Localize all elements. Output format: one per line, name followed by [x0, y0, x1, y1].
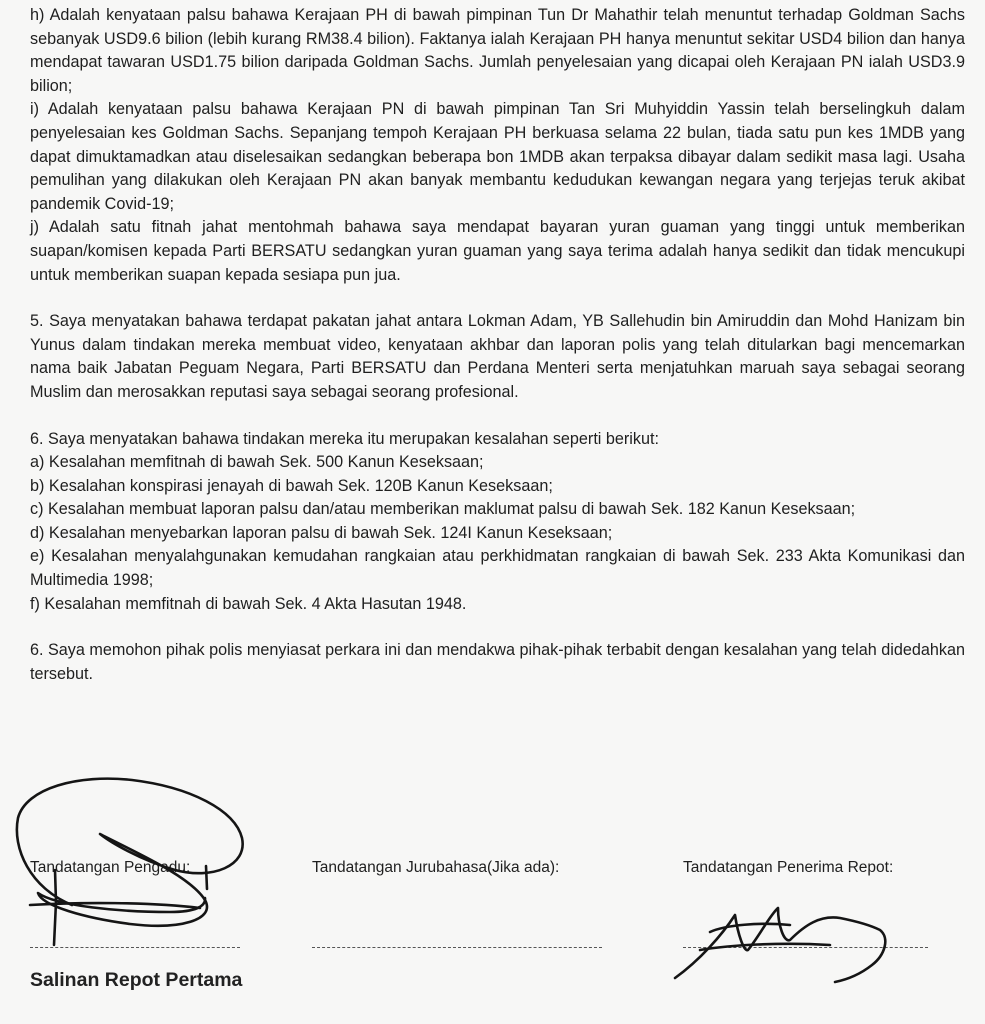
paragraph-6-intro: 6. Saya menyatakan bahawa tindakan mereka itu merupakan kesalahan seperti berikut:: [30, 429, 659, 448]
complainant-signature-stroke: [54, 870, 56, 945]
paragraph-5: 5. Saya menyatakan bahawa terdapat pakatan jahat antara Lokman Adam, YB Sallehudin bin Amiruddin dan Mohd Hanizam bin Yunus dalam tindakan mereka membuat video, kenyataan akhbar dan laporan polis yang telah ditularkan bagi mencemarkan nama baik Jabatan Peguam Negara, Parti BERSATU dan Perdana Menteri serta menjatuhkan maruah saya sebagai seorang Muslim dan merosakkan reputasi saya sebagai seorang profesional.: [30, 312, 965, 401]
complainant-signature-stroke: [30, 903, 200, 908]
offence-b: b) Kesalahan konspirasi jenayah di bawah Sek. 120B Kanun Keseksaan;: [30, 476, 553, 495]
offence-f: f) Kesalahan memfitnah di bawah Sek. 4 Akta Hasutan 1948.: [30, 594, 467, 613]
paragraph-h: h) Adalah kenyataan palsu bahawa Kerajaan PH di bawah pimpinan Tun Dr Mahathir telah menuntut terhadap Goldman Sachs sebanyak USD9.6 bilion (lebih kurang RM38.4 bilion). Faktanya ialah Kerajaan PH hanya menuntut sekitar USD4 bilion dan hanya mendapat tawaran USD1.75 bilion daripada Goldman Sachs. Jumlah penyelesaian yang dicapai oleh Kerajaan PN ialah USD3.9 bilion;: [30, 6, 965, 95]
paragraph-gap: [30, 616, 965, 639]
complainant-signature-line: [30, 947, 240, 948]
offence-a: a) Kesalahan memfitnah di bawah Sek. 500 Kanun Keseksaan;: [30, 453, 484, 472]
report-body: [30, 4, 965, 686]
interpreter-signature-line: [312, 947, 602, 948]
complainant-signature-label: Tandatangan Pengadu:: [30, 859, 191, 876]
paragraph-gap: [30, 287, 965, 310]
paragraph-gap: [30, 405, 965, 428]
complainant-signature-stroke: [206, 866, 207, 889]
footer-title: Salinan Repot Pertama: [30, 969, 243, 991]
receiver-signature-stroke: [675, 908, 885, 982]
paragraph-i: i) Adalah kenyataan palsu bahawa Kerajaan PN di bawah pimpinan Tan Sri Muhyiddin Yassin telah berselingkuh dalam penyelesaian kes Goldman Sachs. Sepanjang tempoh Kerajaan PH berkuasa selama 22 bulan, tiada satu pun kes 1MDB yang dapat dimuktamadkan atau diselesaikan sedangkan beberapa bon 1MDB akan terpaksa dibayar dalam sedikit masa lagi. Usaha pemulihan yang dilakukan oleh Kerajaan PN akan banyak membantu kedudukan kewangan negara yang terjejas teruk akibat pandemik Covid-19;: [30, 100, 965, 213]
complainant-signature-stroke: [17, 779, 243, 926]
receiver-signature-stroke: [710, 924, 790, 932]
paragraph-6-request: 6. Saya memohon pihak polis menyiasat perkara ini dan mendakwa pihak-pihak terbabit dengan kesalahan yang telah didedahkan tersebut.: [30, 641, 965, 683]
receiver-signature-label: Tandatangan Penerima Repot:: [683, 859, 894, 876]
offence-e: e) Kesalahan menyalahgunakan kemudahan rangkaian atau perkhidmatan rangkaian di bawah Sek. 233 Akta Komunikasi dan Multimedia 1998;: [30, 547, 965, 590]
interpreter-signature-label: Tandatangan Jurubahasa(Jika ada):: [312, 859, 560, 876]
paragraph-j: j) Adalah satu fitnah jahat mentohmah bahawa saya mendapat bayaran yuran guaman yang tinggi untuk memberikan suapan/komisen kepada Parti BERSATU sedangkan yuran guaman yang saya terima adalah hanya sedikit dan tidak mencukupi untuk memberikan suapan kepada sesiapa pun jua.: [30, 218, 965, 284]
offence-d: d) Kesalahan menyebarkan laporan palsu di bawah Sek. 124I Kanun Keseksaan;: [30, 523, 613, 542]
offence-c: c) Kesalahan membuat laporan palsu dan/atau memberikan maklumat palsu di bawah Sek. 182 Kanun Keseksaan;: [30, 500, 856, 519]
receiver-signature-line: [683, 947, 928, 948]
